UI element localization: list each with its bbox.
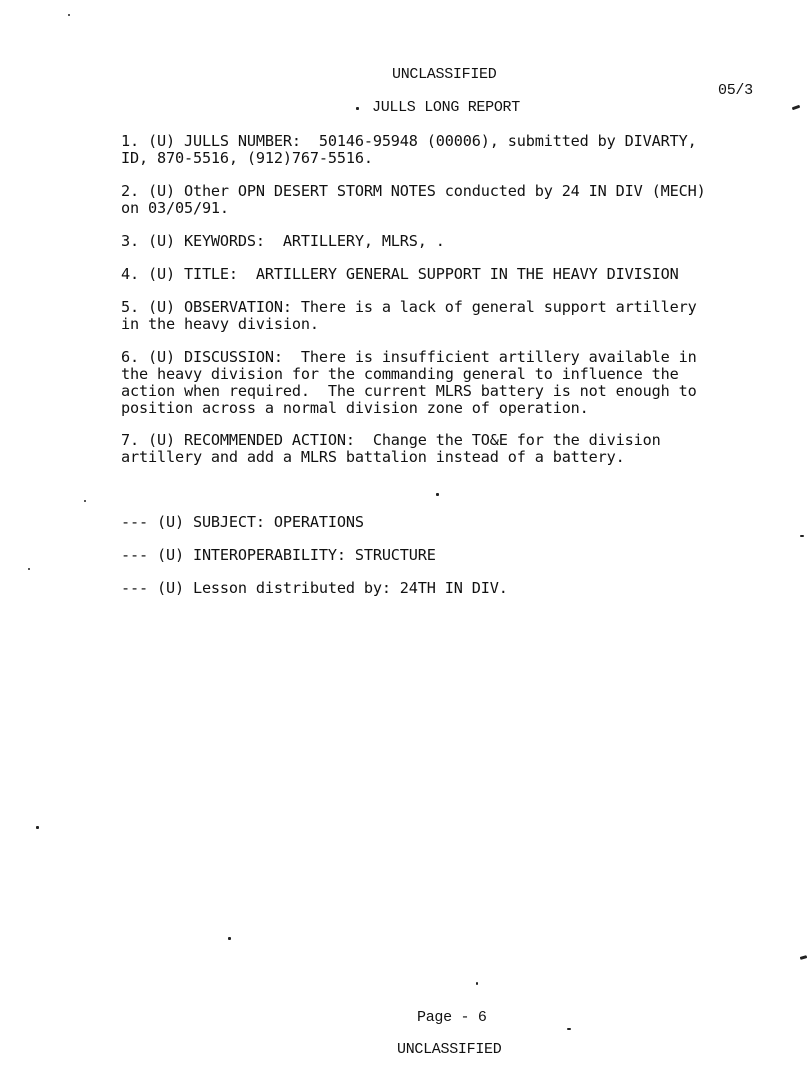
scan-speck: [792, 105, 801, 111]
scan-speck: [28, 568, 30, 570]
classification-top: UNCLASSIFIED: [392, 66, 497, 83]
paragraph-other: 2. (U) Other OPN DESERT STORM NOTES conducted by 24 IN DIV (MECH) on 03/05/91.: [121, 182, 706, 217]
paragraph-discussion: 6. (U) DISCUSSION: There is insufficient artillery available in the heavy division for the commanding general to influence the action when required. The current MLRS battery is not enough to position across a normal division zone of operation.: [121, 348, 697, 417]
interoperability-line: --- (U) INTEROPERABILITY: STRUCTURE: [121, 546, 436, 564]
scan-speck: [68, 14, 70, 16]
paragraph-keywords: 3. (U) KEYWORDS: ARTILLERY, MLRS, .: [121, 232, 445, 250]
scan-speck: [800, 955, 808, 960]
distribution-line: --- (U) Lesson distributed by: 24TH IN DIV.: [121, 579, 508, 597]
scan-speck: [567, 1028, 571, 1030]
classification-bottom: UNCLASSIFIED: [397, 1041, 502, 1058]
scan-speck: [476, 982, 478, 985]
paragraph-observation: 5. (U) OBSERVATION: There is a lack of general support artillery in the heavy division.: [121, 298, 697, 333]
page-ref: 05/3: [718, 82, 753, 99]
page-number: Page - 6: [417, 1009, 487, 1026]
scan-speck: [228, 937, 231, 940]
report-title: JULLS LONG REPORT: [372, 99, 520, 116]
scan-speck: [436, 493, 439, 496]
scan-speck: [356, 107, 359, 110]
scan-speck: [800, 535, 804, 537]
paragraph-julls-number: 1. (U) JULLS NUMBER: 50146-95948 (00006), submitted by DIVARTY, ID, 870-5516, (912)767-5516.: [121, 132, 697, 167]
paragraph-title: 4. (U) TITLE: ARTILLERY GENERAL SUPPORT IN THE HEAVY DIVISION: [121, 265, 679, 283]
paragraph-recommended-action: 7. (U) RECOMMENDED ACTION: Change the TO&E for the division artillery and add a MLRS battalion instead of a battery.: [121, 431, 661, 466]
scan-speck: [84, 500, 86, 502]
scan-speck: [36, 826, 39, 829]
subject-line: --- (U) SUBJECT: OPERATIONS: [121, 513, 364, 531]
